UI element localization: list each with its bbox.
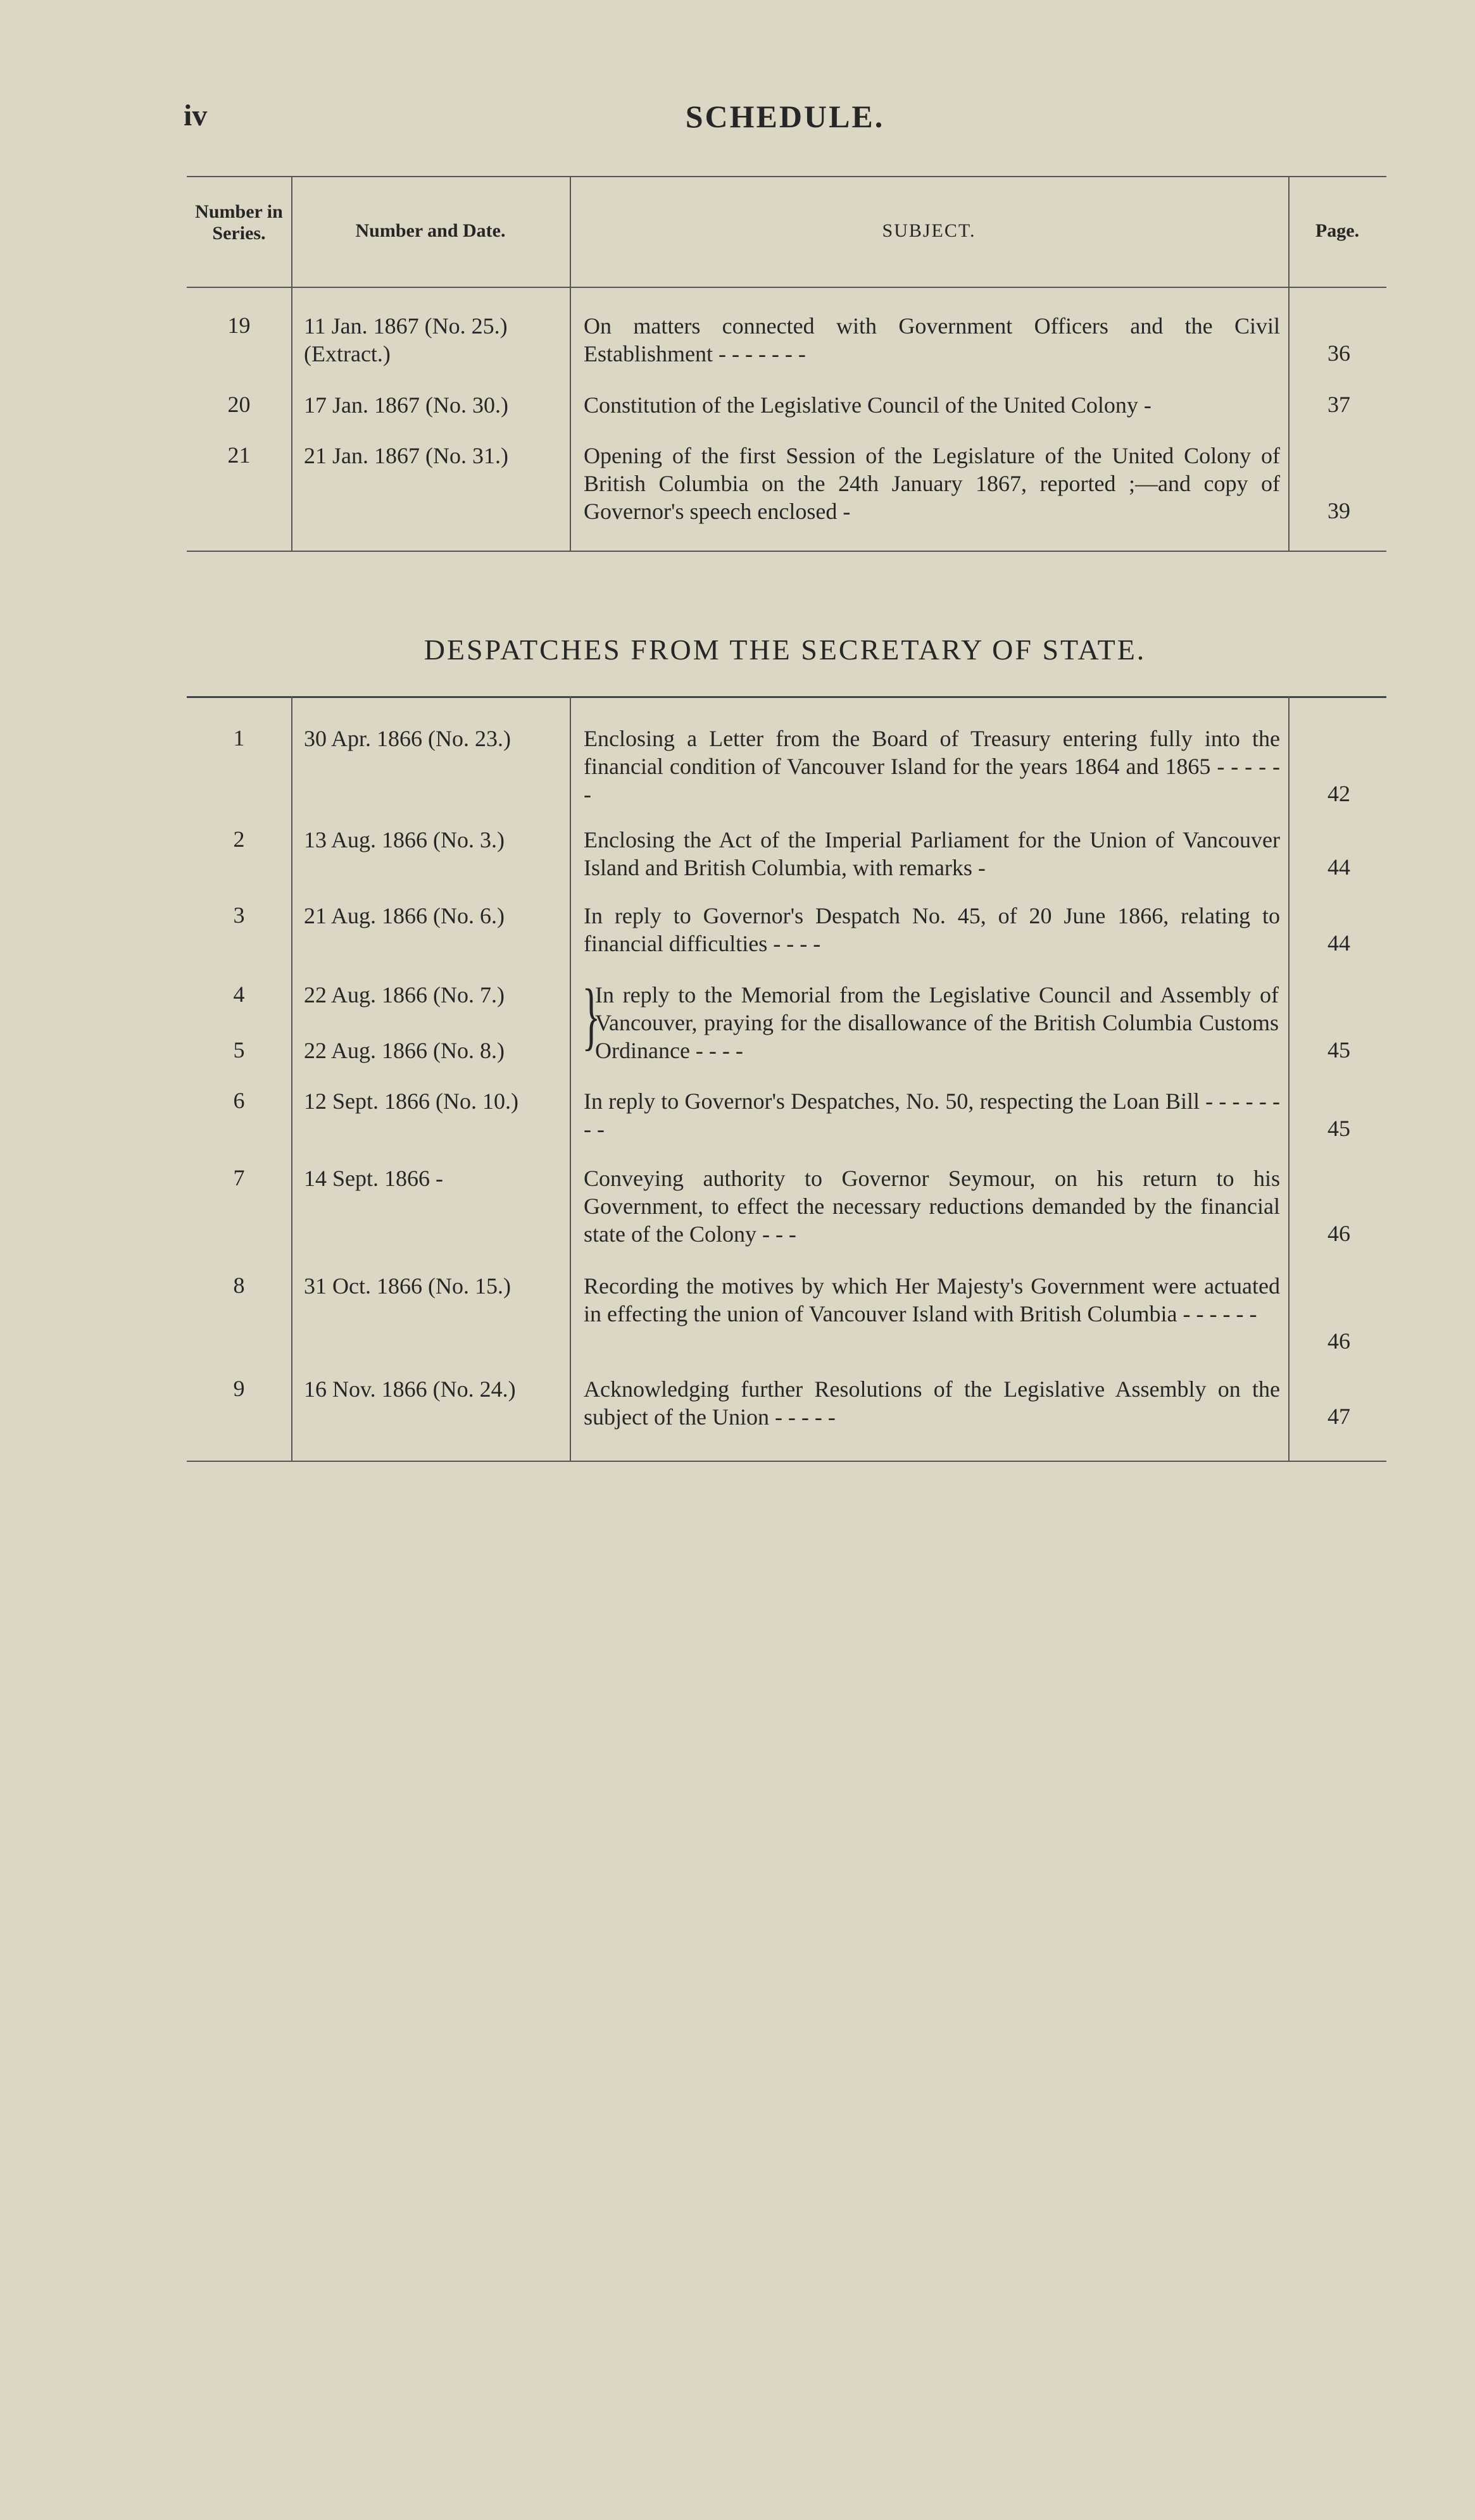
despatch-date: 22 Aug. 1866 (No. 8.) — [304, 1038, 505, 1063]
page-header — [184, 98, 1386, 149]
subject: Enclosing a Letter from the Board of Treasury entering fully into the financial condition of Vancouver Island for the years 1864 and 1865 - - - - - - — [584, 726, 1280, 807]
series-number: 6 — [233, 1088, 245, 1113]
series-number: 8 — [233, 1273, 245, 1298]
page-ref: 44 — [1328, 930, 1350, 956]
despatch-date: 14 Sept. 1866 - — [304, 1166, 443, 1191]
despatch-date: 13 Aug. 1866 (No. 3.) — [304, 827, 505, 852]
table-rule — [187, 287, 1386, 288]
table-rule — [187, 696, 1386, 698]
despatch-date: 21 Jan. 1867 (No. 31.) — [304, 443, 508, 468]
table-rule — [187, 176, 1386, 177]
page-number: iv — [184, 99, 208, 132]
despatch-date: 16 Nov. 1866 (No. 24.) — [304, 1376, 516, 1402]
subject: Constitution of the Legislative Council of the United Colony - — [584, 392, 1152, 418]
subject: In reply to Governor's Despatches, No. 50, respecting the Loan Bill - - - - - - - - — [584, 1088, 1280, 1142]
page-ref: 39 — [1328, 498, 1350, 523]
despatch-date: 30 Apr. 1866 (No. 23.) — [304, 726, 511, 751]
series-number: 19 — [227, 313, 251, 338]
despatch-date: 12 Sept. 1866 (No. 10.) — [304, 1088, 518, 1114]
despatch-date: 17 Jan. 1867 (No. 30.) — [304, 392, 508, 418]
despatches-table — [187, 696, 1386, 1468]
header-series: Number in Series. — [195, 201, 283, 244]
despatch-date: 11 Jan. 1867 (No. 25.) (Extract.) — [304, 313, 508, 366]
series-number: 5 — [233, 1037, 245, 1063]
page-ref: 36 — [1328, 340, 1350, 366]
series-number: 1 — [233, 725, 245, 751]
header-date: Number and Date. — [355, 220, 506, 241]
page-ref: 47 — [1328, 1404, 1350, 1429]
column-divider — [1288, 696, 1290, 1461]
series-number: 2 — [233, 826, 245, 852]
series-number: 21 — [227, 442, 251, 468]
header-page: Page. — [1315, 220, 1360, 241]
series-number: 20 — [227, 392, 251, 417]
page-ref: 45 — [1328, 1037, 1350, 1063]
page-ref: 44 — [1328, 854, 1350, 880]
despatch-date: 22 Aug. 1866 (No. 7.) — [304, 982, 505, 1007]
table-rule — [187, 1461, 1386, 1462]
subject: Opening of the first Session of the Legislature of the United Colony of British Columbia on the 24th January 1867, reported ;—and copy of Governor's speech enclosed - — [584, 443, 1280, 524]
series-number: 9 — [233, 1376, 245, 1401]
subject: Enclosing the Act of the Imperial Parliament for the Union of Vancouver Island and British Columbia, with remarks - — [584, 827, 1280, 880]
subject: Acknowledging further Resolutions of the Legislative Assembly on the subject of the Union - - - - - — [584, 1376, 1280, 1430]
page-title: SCHEDULE. — [685, 99, 885, 134]
table-rule — [187, 551, 1386, 552]
page-ref: 37 — [1328, 392, 1350, 417]
section-title: DESPATCHES FROM THE SECRETARY OF STATE. — [424, 633, 1146, 666]
page-ref: 42 — [1328, 781, 1350, 806]
despatch-date: 21 Aug. 1866 (No. 6.) — [304, 903, 505, 928]
column-divider — [570, 696, 571, 1461]
subject: On matters connected with Government Officers and the Civil Establishment - - - - - - - — [584, 313, 1280, 366]
subject: Conveying authority to Governor Seymour, on his return to his Government, to effect the necessary reductions demanded by the financial state of the Colony - - - — [584, 1166, 1280, 1247]
right-brace-icon: } — [582, 973, 601, 1057]
page-ref: 45 — [1328, 1116, 1350, 1141]
column-divider — [291, 696, 292, 1461]
despatch-date: 31 Oct. 1866 (No. 15.) — [304, 1273, 511, 1299]
subject: In reply to Governor's Despatch No. 45, of 20 June 1866, relating to financial difficulties - - - - — [584, 903, 1280, 956]
series-number: 7 — [233, 1165, 245, 1190]
schedule-table — [187, 176, 1386, 556]
subject: In reply to the Memorial from the Legislative Council and Assembly of Vancouver, praying for the disallowance of the British Columbia Customs Ordinance - - - - — [595, 982, 1279, 1063]
header-subject: SUBJECT. — [882, 220, 976, 241]
page-ref: 46 — [1328, 1328, 1350, 1354]
page-ref: 46 — [1328, 1221, 1350, 1246]
subject: Recording the motives by which Her Majesty's Government were actuated in effecting the union of Vancouver Island with British Columbia - - - - - - — [584, 1273, 1280, 1326]
series-number: 3 — [233, 902, 245, 928]
series-number: 4 — [233, 982, 245, 1007]
